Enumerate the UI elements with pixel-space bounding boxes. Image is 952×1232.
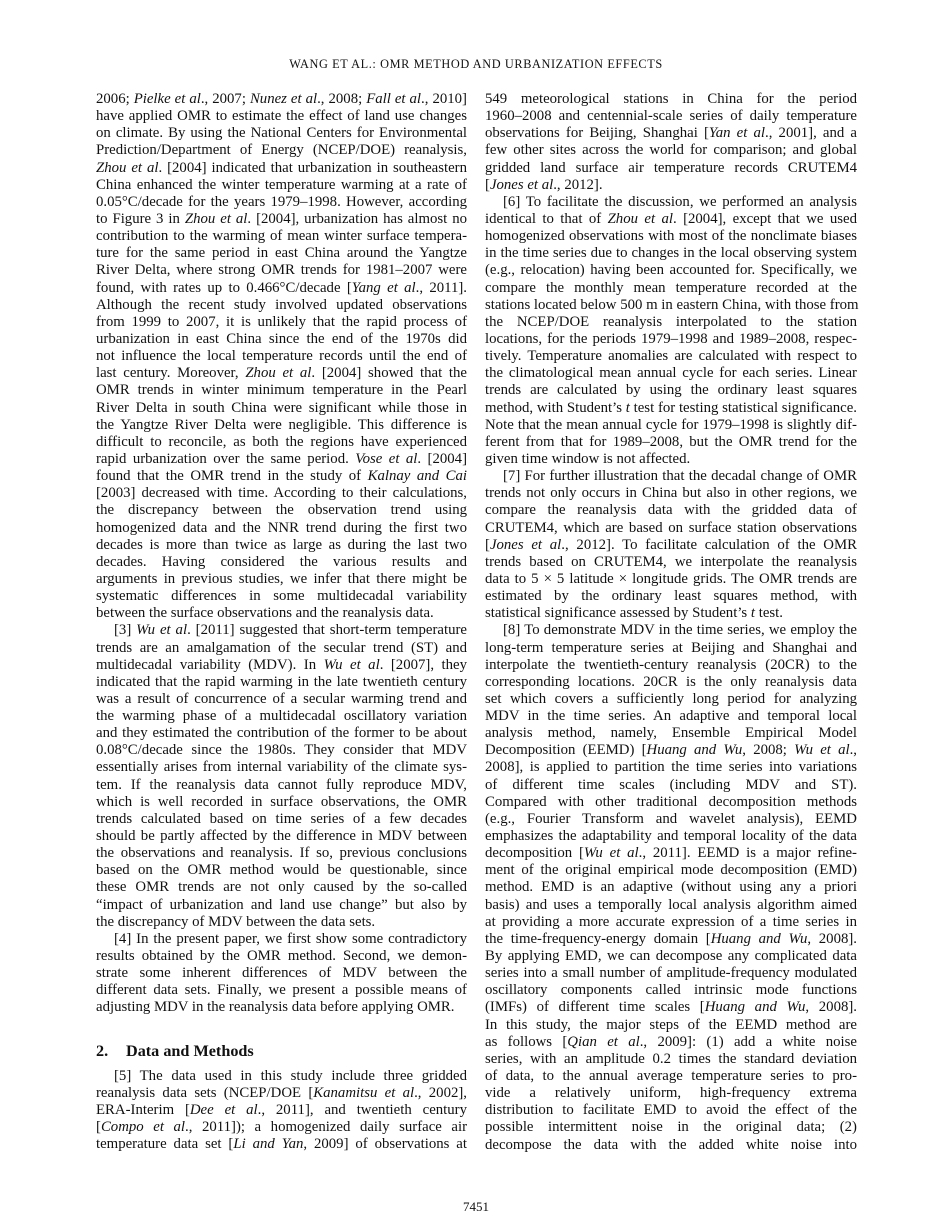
running-head: WANG ET AL.: OMR METHOD AND URBANIZATION EFFECTS	[289, 57, 663, 71]
text-line: between the surface observations and the reanalysis data.	[96, 605, 434, 622]
text-line: 0.08°C/decade since the 1980s. They consider that MDV	[96, 742, 467, 759]
text-line: rapid urbanization over the same period. Vose et al. [2004]	[96, 450, 468, 467]
text-line: By applying EMD, we can decompose any complicated data	[485, 948, 857, 965]
text-line: adjusting MDV in the reanalysis data before applying OMR.	[96, 999, 455, 1016]
text-line: CRUTEM4, which are based on surface station observations	[485, 519, 857, 536]
text-line: arguments in previous studies, we infer that there might be	[96, 570, 467, 587]
text-line: River Delta in south China were significant while those in	[96, 399, 467, 416]
text-line: [Compo et al., 2011]); a homogenized daily surface air	[96, 1119, 467, 1136]
text-line: method, with Student’s t test for testing statistical significance.	[485, 399, 857, 416]
text-line: set which covers a sufficiently long period for analyzing	[485, 690, 857, 707]
text-line: Although the recent study involved updated observations	[96, 296, 467, 313]
text-line: these OMR trends are not only caused by the so-called	[96, 879, 467, 896]
text-line: at providing a more accurate expression of a time series in	[485, 913, 857, 930]
text-line: found that the OMR trend in the study of Kalnay and Cai	[96, 468, 467, 485]
text-line: [2003] decreased with time. According to their calculations,	[96, 485, 467, 502]
text-line: vide a relatively uniform, high-frequency extrema	[485, 1085, 857, 1102]
page-number: 7451	[463, 1199, 489, 1214]
text-line: 1960–2008 and centennial-scale series of daily temperature	[485, 108, 857, 125]
text-line: urbanization in east China since the end of the 1970s did	[96, 330, 467, 347]
text-line: tively. Temperature anomalies are calculated with respect to	[485, 348, 857, 365]
text-line: ture for the same period in east China around the Yangtze	[96, 245, 467, 262]
text-line: trends based on CRUTEM4, we interpolate the reanalysis	[485, 553, 857, 570]
paragraph	[485, 194, 857, 468]
text-line: multidecadal variability (MDV). In Wu et al. [2007], they	[96, 656, 467, 673]
text-line: ment of the original empirical mode decomposition (EMD)	[485, 862, 857, 879]
text-line: stations located below 500 m in eastern China, with those from	[485, 296, 859, 313]
text-line: 549 meteorological stations in China for the period	[485, 91, 857, 107]
text-line: contribution to the warming of mean winter surface tempera-	[96, 228, 467, 245]
text-line: data to 5 × 5 latitude × longitude grids. The OMR trends are	[485, 570, 857, 587]
text-line: from 1999 to 2007, it is unlikely that the rapid process of	[96, 313, 467, 330]
text-line: the observations and reanalysis. If so, previous conclusions	[96, 845, 467, 862]
paragraph	[485, 91, 857, 194]
paragraph	[485, 622, 857, 1153]
text-line: indicated that the rapid warming in the late twentieth century	[96, 673, 467, 690]
text-line: long-term temperature series at Beijing and Shanghai and	[485, 639, 857, 656]
text-line: gridded land surface air temperature records CRUTEM4	[485, 159, 857, 176]
text-line: 0.05°C/decade for the years 1979–1998. However, according	[96, 193, 467, 210]
text-line: [Jones et al., 2012].	[485, 176, 603, 193]
text-line: last century. Moreover, Zhou et al. [2004] showed that the	[96, 365, 467, 382]
text-line: trends not only occurs in China but also in other regions, we	[485, 485, 857, 502]
text-line: distribution to facilitate EMD to avoid the effect of the	[485, 1102, 857, 1119]
section-title: Data and Methods	[126, 1041, 254, 1060]
text-line: few other sites across the world for comparison; and global	[485, 142, 857, 159]
text-line: statistical significance assessed by Student’s t test.	[485, 605, 783, 622]
text-line: results obtained by the OMR method. Second, we demon-	[96, 948, 467, 965]
paragraph	[96, 931, 467, 1017]
text-line: the time-frequency-energy domain [Huang and Wu, 2008].	[485, 930, 857, 947]
text-line: method. EMD is an adaptive (without using any a priori	[485, 879, 857, 896]
paragraph	[96, 91, 467, 622]
text-line: Note that the mean annual cycle for 1979–1998 is slightly dif-	[485, 416, 857, 433]
text-line: compare the reanalysis data with the gridded data of	[485, 502, 857, 519]
text-line: the discrepancy between the observation trend using	[96, 502, 467, 519]
text-line: and they estimated the contribution of the former to be about	[96, 725, 467, 742]
text-line: Compared with other traditional decomposition methods	[485, 793, 857, 810]
text-line: series, with an amplitude 0.2 times the standard deviation	[485, 1050, 857, 1067]
text-line: compare the monthly mean temperature recorded at the	[485, 279, 857, 296]
text-line: of data, to the annual average temperature series to pro-	[485, 1068, 857, 1085]
text-line: have applied OMR to estimate the effect of land use changes	[96, 108, 467, 125]
text-line: in the time series due to changes in the local observing system	[485, 245, 857, 262]
text-line: series into a small number of amplitude-frequency modulated	[485, 965, 857, 982]
text-line: estimated by the ordinary least squares method, with	[485, 588, 857, 605]
right-column	[485, 91, 857, 1154]
text-line: [8] To demonstrate MDV in the time series, we employ the	[503, 622, 857, 639]
text-line: reanalysis data sets (NCEP/DOE [Kanamitsu et al., 2002],	[96, 1084, 467, 1101]
text-line: (e.g., relocation) having been accounted for. Specifically, we	[485, 262, 857, 279]
text-line: which is well recorded in surface observations, the OMR	[96, 793, 467, 810]
text-line: [Jones et al., 2012]. To facilitate calculation of the OMR	[485, 536, 857, 553]
text-line: MDV in the time series. An adaptive and temporal local	[485, 708, 857, 725]
text-line: basis) and uses a temporally local analysis algorithm aimed	[485, 896, 857, 913]
text-line: 2006; Pielke et al., 2007; Nunez et al., 2008; Fall et al., 2010]	[96, 91, 467, 107]
text-line: the Yangtze River Delta were negligible. This difference is	[96, 416, 467, 433]
text-line: should be partly affected by the difference in MDV between	[96, 828, 467, 845]
text-line: Prediction/Department of Energy (NCEP/DOE) reanalysis,	[96, 142, 467, 159]
text-line: (IMFs) of different time scales [Huang and Wu, 2008].	[485, 999, 857, 1016]
text-line: possible intermittent noise in the original data; (2)	[485, 1119, 857, 1136]
text-line: corresponding locations. 20CR is the only reanalysis data	[485, 673, 857, 690]
paragraph	[96, 1068, 467, 1154]
text-line: decompose the data with the added white noise into	[485, 1136, 857, 1153]
text-line: decades. Having considered the various results and	[96, 553, 467, 570]
paragraph	[485, 468, 857, 622]
section-number: 2.	[96, 1041, 109, 1060]
text-line: [6] To facilitate the discussion, we performed an analysis	[503, 193, 857, 210]
text-line: was a result of concurrence of a secular warming trend and	[96, 690, 467, 707]
text-line: tem. If the reanalysis data cannot fully reproduce MDV,	[96, 776, 467, 793]
text-line: (e.g., Fourier Transform and wavelet analysis), EEMD	[485, 810, 857, 827]
text-line: Decomposition (EEMD) [Huang and Wu, 2008; Wu et al.,	[485, 742, 858, 759]
text-line: interpolate the twentieth-century reanalysis (20CR) to the	[485, 656, 857, 673]
text-line: homogenized observations with most of the nonclimate biases	[485, 228, 857, 245]
text-line: the warming phase of a multidecadal oscillatory variation	[96, 708, 467, 725]
text-line: trends calculated based on time series of a few decades	[96, 810, 467, 827]
text-line: trends are an amalgamation of the secular trend (ST) and	[96, 639, 467, 656]
text-line: based on the OMR method would be questionable, since	[96, 862, 467, 879]
text-line: [4] In the present paper, we first show some contradictory	[114, 930, 467, 947]
section-heading	[96, 1043, 467, 1060]
text-line: systematic differences in some multidecadal variability	[96, 588, 467, 605]
text-line: as follows [Qian et al., 2009]: (1) add a white noise	[485, 1033, 857, 1050]
text-line: analysis method, namely, Ensemble Empirical Model	[485, 725, 857, 742]
text-line: “impact of urbanization and land use change” but also by	[96, 896, 467, 913]
text-line: trends are calculated by using the ordinary least squares	[485, 382, 857, 399]
text-line: decomposition [Wu et al., 2011]. EEMD is a major refine-	[485, 845, 857, 862]
text-line: China enhanced the winter temperature warming at a rate of	[96, 176, 467, 193]
left-column	[96, 91, 467, 1153]
text-line: In this study, the major steps of the EEMD method are	[485, 1016, 857, 1033]
text-line: the NCEP/DOE reanalysis interpolated to the station	[485, 313, 857, 330]
text-line: River Delta, where strong OMR trends for 1981–2007 were	[96, 262, 467, 279]
text-line: observations for Beijing, Shanghai [Yan et al., 2001], and a	[485, 125, 857, 142]
text-line: homogenized data and the NNR trend during the first two	[96, 519, 467, 536]
text-line: strate some inherent differences of MDV between the	[96, 965, 467, 982]
text-line: difficult to reconcile, as both the regions have experienced	[96, 433, 467, 450]
text-line: decades is more than twice as large as during the last two	[96, 536, 467, 553]
text-line: locations, for the periods 1979–1998 and 1989–2008, respec-	[485, 330, 857, 347]
text-line: [5] The data used in this study include three gridded	[114, 1067, 467, 1084]
text-line: 2008], is applied to partition the time series into variations	[485, 759, 857, 776]
text-line: on climate. By using the National Centers for Environmental	[96, 125, 467, 142]
text-line: the climatological mean annual cycle for each series. Linear	[485, 365, 857, 382]
text-line: different data sets. Finally, we present a possible means of	[96, 982, 467, 999]
text-line: the discrepancy of MDV between the data sets.	[96, 913, 376, 930]
text-line: temperature data set [Li and Yan, 2009] of observations at	[96, 1136, 467, 1153]
text-line: emphasizes the adaptability and temporal locality of the data	[485, 828, 857, 845]
text-line: found, with rates up to 0.466°C/decade [Yang et al., 2011].	[96, 279, 467, 296]
text-line: identical to that of Zhou et al. [2004], except that we used	[485, 210, 857, 227]
text-line: OMR trends in winter minimum temperature in the Pearl	[96, 382, 467, 399]
text-line: oscillatory components called intrinsic mode functions	[485, 982, 857, 999]
text-line: [7] For further illustration that the decadal change of OMR	[503, 468, 857, 485]
text-line: Zhou et al. [2004] indicated that urbanization in southeastern	[96, 159, 467, 176]
text-line: ferent from that for 1989–2008, but the OMR trend for the	[485, 433, 857, 450]
text-line: [3] Wu et al. [2011] suggested that short-term temperature	[114, 622, 467, 639]
text-line: not influence the local temperature records until the end of	[96, 348, 467, 365]
paragraph	[96, 622, 467, 931]
text-line: essentially arises from internal variability of the climate sys-	[96, 759, 467, 776]
text-line: given time window is not affected.	[485, 450, 691, 467]
text-line: ERA-Interim [Dee et al., 2011], and twentieth century	[96, 1101, 467, 1118]
text-line: of different time scales (including MDV and ST).	[485, 776, 857, 793]
text-line: to Figure 3 in Zhou et al. [2004], urbanization has almost no	[96, 210, 467, 227]
